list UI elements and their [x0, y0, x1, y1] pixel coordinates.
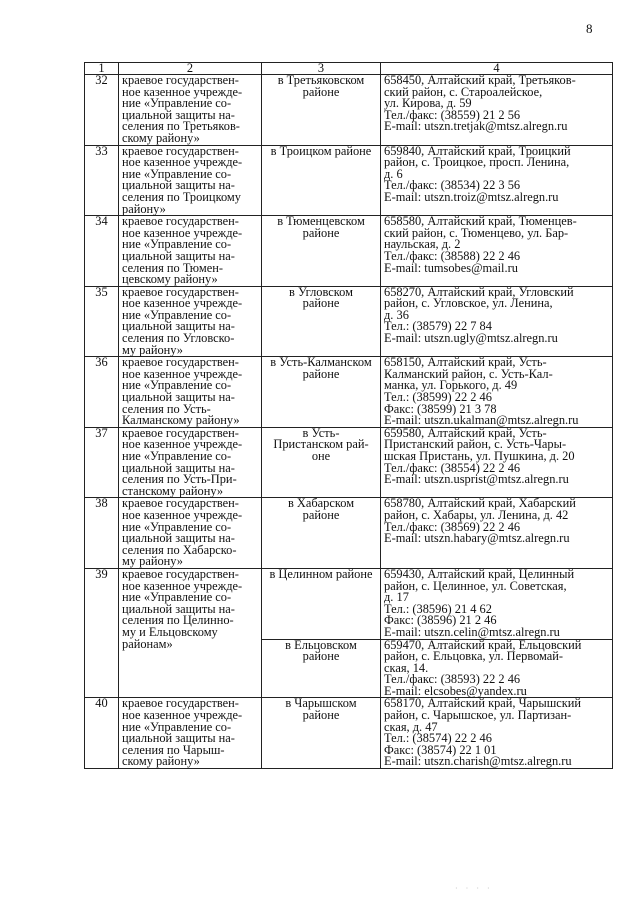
- contact-address: 659470, Алтайский край, Ельцовский район, с. Ельцовка, ул. Первомай- ская, 14. Тел./факс: (38593) 22 2 46 E-mail: elcsobes@yandex.ru: [381, 639, 613, 698]
- organization-name: краевое государствен- ное казенное учрежде- ние «Управление со- циальной защиты на- селения по Тюмен- цевскому району»: [119, 216, 262, 287]
- organization-name: краевое государствен- ное казенное учрежде- ние «Управление со- циальной защиты на- селения по Усть- Калманскому району»: [119, 357, 262, 428]
- row-number: 40: [85, 698, 119, 769]
- organization-name: краевое государствен- ное казенное учрежде- ние «Управление со- циальной защиты на- селения по Целинно- му и Ельцовскому районам»: [119, 568, 262, 698]
- table-row: [85, 286, 613, 357]
- table-row: [85, 698, 613, 769]
- service-area: в Усть- Пристанском рай- оне: [262, 427, 381, 498]
- organization-name: краевое государствен- ное казенное учрежде- ние «Управление со- циальной защиты на- селения по Троицкому району»: [119, 145, 262, 216]
- institutions-table: [84, 62, 613, 769]
- service-area: в Ельцовском районе: [262, 639, 381, 698]
- row-number: 37: [85, 427, 119, 498]
- organization-name: краевое государствен- ное казенное учрежде- ние «Управление со- циальной защиты на- селения по Третьяков- скому району»: [119, 75, 262, 146]
- service-area: в Третьяковском районе: [262, 75, 381, 146]
- contact-address: 659430, Алтайский край, Целинный район, с. Целинное, ул. Советская, д. 17 Тел.: (38596) 21 4 62 Факс: (38596) 21 2 46 E-mail: utszn.celin@mtsz.alregn.ru: [381, 568, 613, 639]
- contact-address: 658780, Алтайский край, Хабарский район, с. Хабары, ул. Ленина, д. 42 Тел./факс: (38569) 22 2 46 E-mail: utszn.habary@mtsz.alregn.ru: [381, 498, 613, 569]
- table-row: [85, 568, 613, 639]
- row-number: 36: [85, 357, 119, 428]
- table-row: [85, 216, 613, 287]
- contact-address: 658150, Алтайский край, Усть- Калманский район, с. Усть-Кал- манка, ул. Горького, д. 49 Тел.: (38599) 22 2 46 Факс: (38599) 21 3 78 E-mail: utszn.ukalman@mtsz.alregn.ru: [381, 357, 613, 428]
- scan-artifact: · · · ·: [455, 884, 493, 893]
- header-col-1: 1: [85, 63, 119, 75]
- row-number: 33: [85, 145, 119, 216]
- row-number: 39: [85, 568, 119, 698]
- service-area: в Троицком районе: [262, 145, 381, 216]
- row-number: 38: [85, 498, 119, 569]
- contact-address: 658580, Алтайский край, Тюменцев- ский район, с. Тюменцево, ул. Бар- наульская, д. 2 Тел./факс: (38588) 22 2 46 E-mail: tumsobes@mail.ru: [381, 216, 613, 287]
- service-area: в Чарышском районе: [262, 698, 381, 769]
- service-area: в Тюменцевском районе: [262, 216, 381, 287]
- row-number: 32: [85, 75, 119, 146]
- organization-name: краевое государствен- ное казенное учрежде- ние «Управление со- циальной защиты на- селения по Угловско- му району»: [119, 286, 262, 357]
- contact-address: 658450, Алтайский край, Третьяков- ский район, с. Староалейское, ул. Кирова, д. 59 Тел./факс: (38559) 21 2 56 E-mail: utszn.tretjak@mtsz.alregn.ru: [381, 75, 613, 146]
- table-row: [85, 427, 613, 498]
- organization-name: краевое государствен- ное казенное учрежде- ние «Управление со- циальной защиты на- селения по Усть-При- станскому району»: [119, 427, 262, 498]
- organization-name: краевое государствен- ное казенное учрежде- ние «Управление со- циальной защиты на- селения по Хабарско- му району»: [119, 498, 262, 569]
- organization-name: краевое государствен- ное казенное учрежде- ние «Управление со- циальной защиты на- селения по Чарыш- скому району»: [119, 698, 262, 769]
- header-col-4: 4: [381, 63, 613, 75]
- page-number: 8: [586, 21, 593, 36]
- service-area: в Целинном районе: [262, 568, 381, 639]
- contact-address: 658170, Алтайский край, Чарышский район, с. Чарышское, ул. Партизан- ская, д. 47 Тел.: (38574) 22 2 46 Факс: (38574) 22 1 01 E-mail: utszn.charish@mtsz.alregn.ru: [381, 698, 613, 769]
- header-col-3: 3: [262, 63, 381, 75]
- table-row: [85, 357, 613, 428]
- contact-address: 659840, Алтайский край, Троицкий район, с. Троицкое, просп. Ленина, д. 6 Тел./факс: (38534) 22 3 56 E-mail: utszn.troiz@mtsz.alregn.ru: [381, 145, 613, 216]
- service-area: в Угловском районе: [262, 286, 381, 357]
- table-row: [85, 498, 613, 569]
- contact-address: 659580, Алтайский край, Усть- Пристанский район, с. Усть-Чары- шская Пристань, ул. Пушкина, д. 20 Тел./факс: (38554) 22 2 46 E-mail: utszn.usprist@mtsz.alregn.ru: [381, 427, 613, 498]
- service-area: в Хабарском районе: [262, 498, 381, 569]
- service-area: в Усть-Калманском районе: [262, 357, 381, 428]
- table-row: [85, 75, 613, 146]
- row-number: 34: [85, 216, 119, 287]
- contact-address: 658270, Алтайский край, Угловский район, с. Угловское, ул. Ленина, д. 36 Тел.: (38579) 22 7 84 E-mail: utszn.ugly@mtsz.alregn.ru: [381, 286, 613, 357]
- header-col-2: 2: [119, 63, 262, 75]
- table-row: [85, 145, 613, 216]
- row-number: 35: [85, 286, 119, 357]
